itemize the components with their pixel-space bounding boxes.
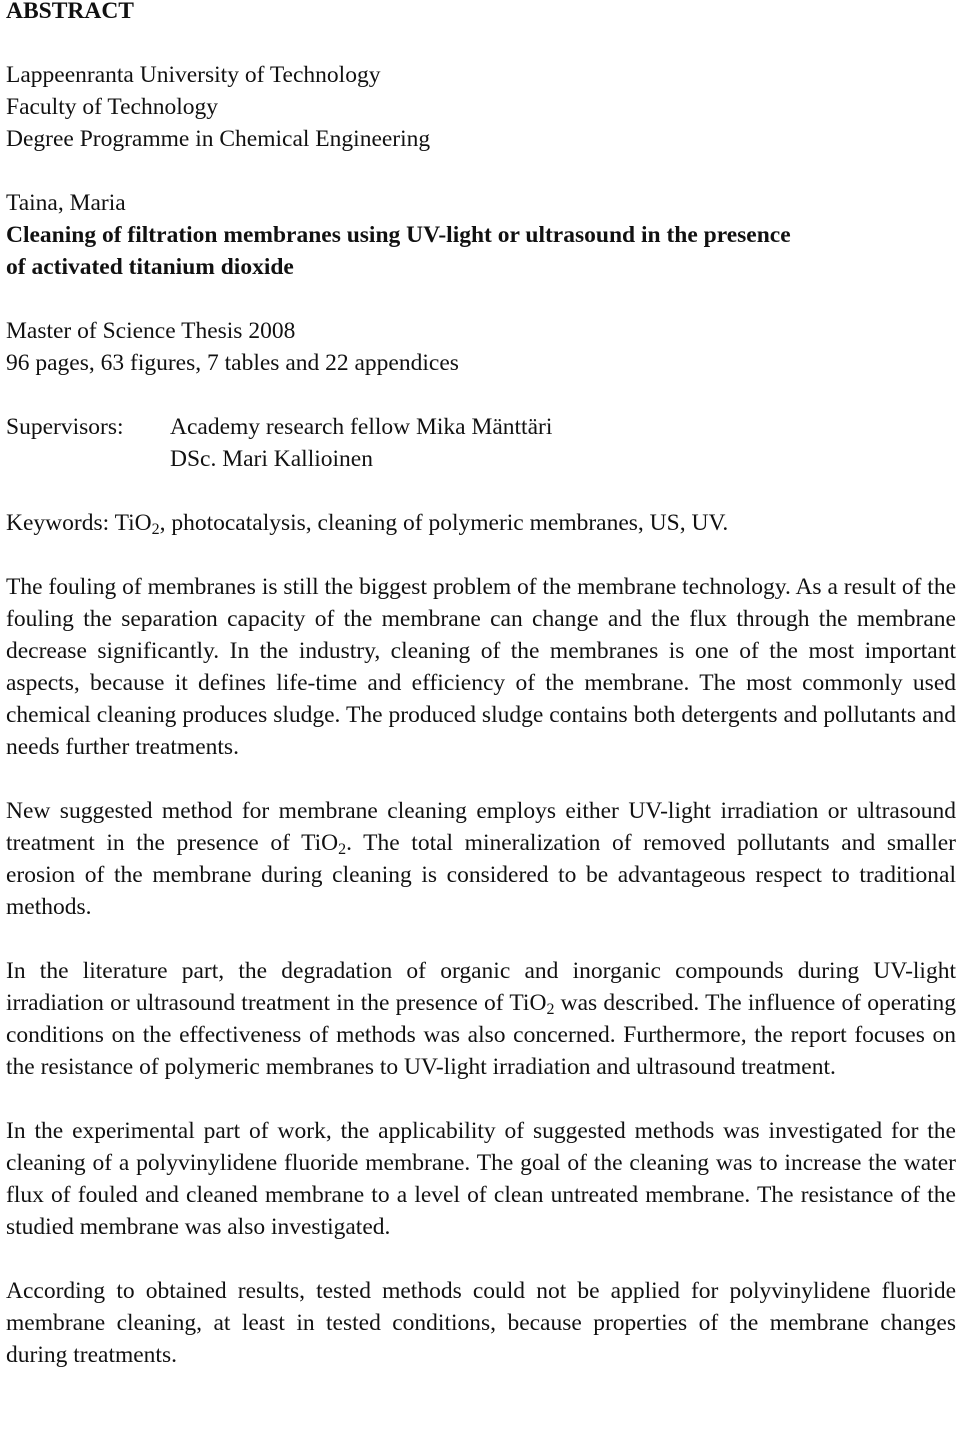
author-name: Taina, Maria xyxy=(6,190,126,216)
abstract-paragraph-1: The fouling of membranes is still the biggest problem of the membrane technology. As a result of the fouling the separation capacity of the membrane can change and the flux through the membrane decrease significantly. In the industry, cleaning of the membranes is one of the most important aspects, because it defines life-time and efficiency of the membrane. The most commonly used chemical cleaning produces sludge. The produced sludge contains both detergents and pollutants and needs further treatments. xyxy=(6,574,957,760)
abstract-paragraph-5: According to obtained results, tested methods could not be applied for polyvinylidene fluoride membrane cleaning, at least in tested conditions, because properties of the membrane changes during treatments. xyxy=(6,1278,956,1368)
supervisors-list xyxy=(170,411,552,475)
abstract-paragraph-2 xyxy=(6,795,956,923)
paragraph-text: . The total mineralization of removed pollutants and smaller erosion of the membrane during cleaning is considered to be advantageous respect to traditional methods. xyxy=(6,830,956,920)
supervisors-label: Supervisors: xyxy=(6,414,124,440)
abstract-page xyxy=(6,0,956,1371)
faculty-name: Faculty of Technology xyxy=(6,94,218,120)
supervisor-name: DSc. Mari Kallioinen xyxy=(170,446,373,472)
paragraph-text: was described. The influence of operating conditions on the effectiveness of methods was also concerned. Furthermore, the report focuses on the resistance of polymeric membranes to UV-light irradiation and ultrasound treatment. xyxy=(6,990,956,1080)
keywords-prefix: Keywords: TiO xyxy=(6,510,152,536)
supervisors-block xyxy=(6,411,956,475)
thesis-extent: 96 pages, 63 figures, 7 tables and 22 appendices xyxy=(6,350,459,376)
university-name: Lappeenranta University of Technology xyxy=(6,62,381,88)
keywords-rest: , photocatalysis, cleaning of polymeric membranes, US, UV. xyxy=(159,510,729,536)
supervisor-name: Academy research fellow Mika Mänttäri xyxy=(170,414,553,440)
paragraph-subscript: 2 xyxy=(546,1000,555,1018)
degree-programme: Degree Programme in Chemical Engineering xyxy=(6,126,431,152)
paragraph-subscript: 2 xyxy=(338,840,347,858)
thesis-title-line-1: Cleaning of filtration membranes using UV-light or ultrasound in the presence xyxy=(6,222,791,248)
abstract-paragraph-3 xyxy=(6,955,956,1083)
thesis-type: Master of Science Thesis 2008 xyxy=(6,318,296,344)
keywords-line xyxy=(6,507,956,539)
abstract-heading: ABSTRACT xyxy=(6,0,134,24)
paragraph-text: New suggested method for membrane cleaning employs either UV-light irradiation or ultrasound treatment in the presence of TiO xyxy=(6,798,956,856)
keywords-subscript: 2 xyxy=(151,520,160,538)
thesis-title-line-2: of activated titanium dioxide xyxy=(6,254,294,280)
abstract-paragraph-4: In the experimental part of work, the applicability of suggested methods was investigated for the cleaning of a polyvinylidene fluoride membrane. The goal of the cleaning was to increase the water flux of fouled and cleaned membrane to a level of clean untreated membrane. The resistance of the studied membrane was also investigated. xyxy=(6,1118,956,1240)
paragraph-text: In the literature part, the degradation of organic and inorganic compounds during UV-light irradiation or ultrasound treatment in the presence of TiO xyxy=(6,958,956,1016)
